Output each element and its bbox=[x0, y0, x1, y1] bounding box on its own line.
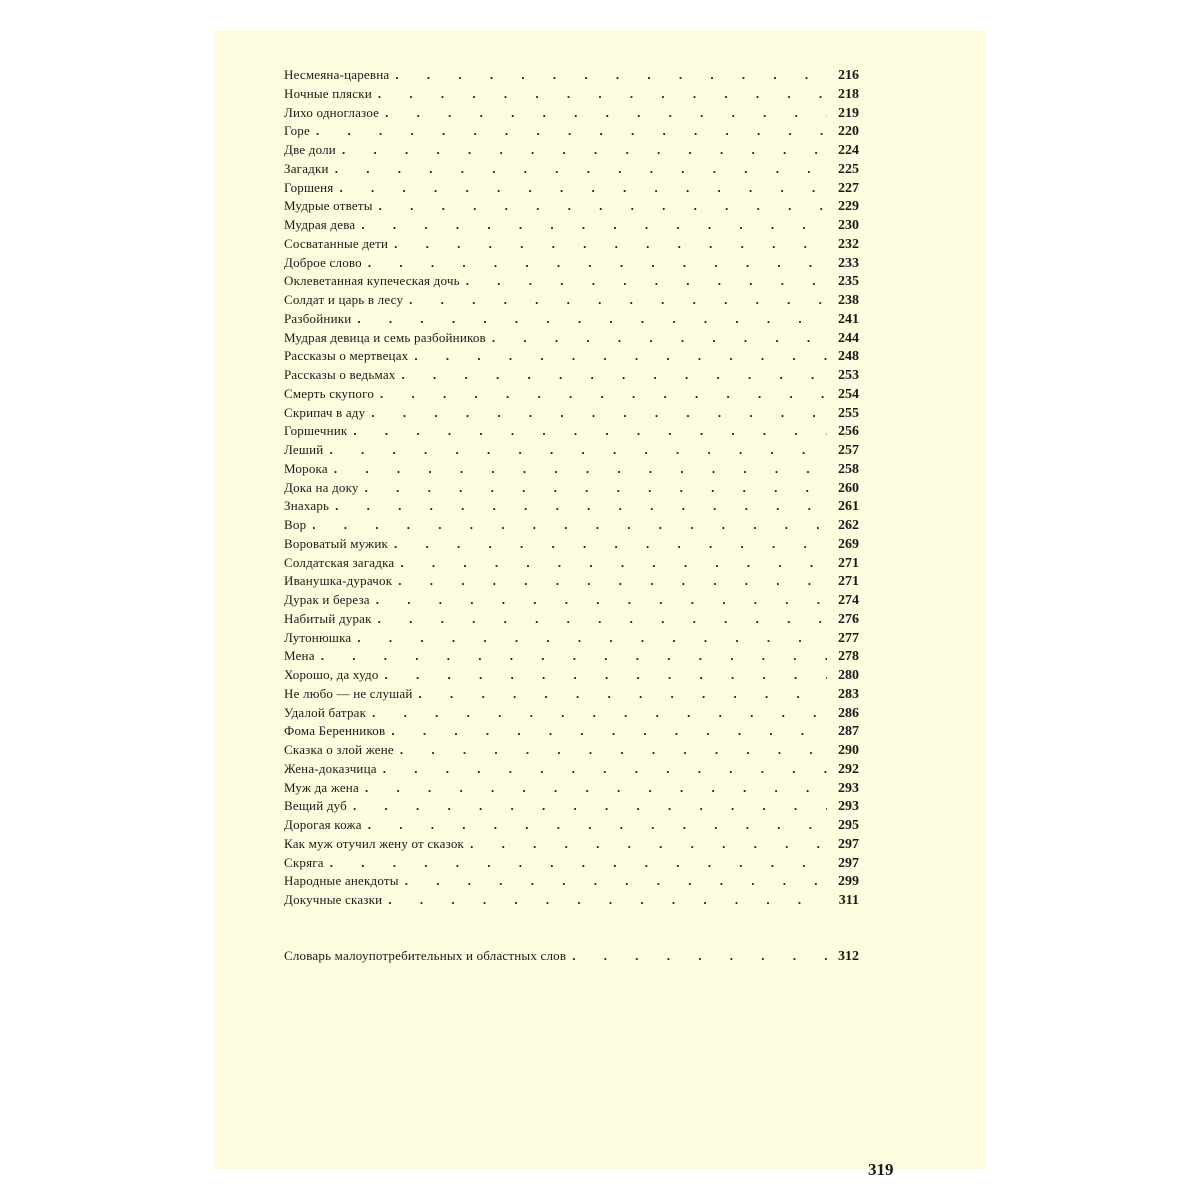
toc-entry-page: 254 bbox=[838, 386, 859, 402]
toc-entry-title: Две доли bbox=[284, 142, 336, 157]
toc-entry-title: Несмеяна-царевна bbox=[284, 67, 390, 82]
toc-entry-page: 297 bbox=[838, 855, 859, 871]
dot-leader bbox=[368, 816, 827, 835]
toc-entry bbox=[284, 704, 859, 723]
toc-entry-page: 261 bbox=[838, 499, 859, 515]
toc-entry-page: 241 bbox=[838, 311, 859, 327]
dot-leader bbox=[342, 141, 827, 160]
toc-entry-page: 271 bbox=[838, 574, 859, 590]
toc-entry-title: Сосватанные дети bbox=[284, 235, 389, 251]
toc-entry-title: Мудрая дева bbox=[284, 217, 356, 232]
toc-entry bbox=[284, 404, 859, 423]
toc-entry bbox=[284, 122, 859, 141]
dot-leader bbox=[330, 854, 827, 873]
toc-entry-title: Докучные сказки bbox=[284, 892, 383, 907]
toc-entry bbox=[284, 66, 859, 85]
toc-entry bbox=[284, 197, 859, 216]
toc-entry-title: Вещий дуб bbox=[284, 798, 347, 814]
toc-entry-title: Рассказы о ведьмах bbox=[284, 367, 396, 382]
toc-entry bbox=[284, 591, 859, 610]
dot-leader bbox=[385, 666, 827, 685]
dot-leader bbox=[409, 291, 827, 310]
toc-entry bbox=[284, 254, 859, 273]
dot-leader bbox=[402, 366, 827, 385]
toc-entry-title: Дорогая кожа bbox=[284, 817, 362, 832]
dot-leader bbox=[357, 629, 827, 648]
toc-entry bbox=[284, 216, 859, 235]
toc-entry bbox=[284, 366, 859, 385]
toc-entry-page: 260 bbox=[838, 480, 859, 496]
toc-entry-page: 274 bbox=[838, 593, 859, 608]
toc-entry-page: 238 bbox=[838, 293, 859, 308]
toc-entry bbox=[284, 310, 859, 329]
toc-entry-page: 280 bbox=[838, 668, 859, 683]
dot-leader bbox=[385, 104, 827, 123]
toc-entry-page: 225 bbox=[838, 161, 859, 177]
toc-entry-title: Словарь малоупотребительных и областных слов bbox=[284, 948, 567, 963]
toc-entry bbox=[284, 647, 859, 666]
toc-entry-title: Разбойники bbox=[284, 310, 352, 326]
toc-entry-title: Леший bbox=[284, 442, 324, 457]
toc-entry-page: 292 bbox=[838, 761, 859, 777]
dot-leader bbox=[357, 310, 827, 329]
page-number: 319 bbox=[868, 1160, 894, 1179]
dot-leader bbox=[394, 535, 827, 554]
toc-entry-page: 229 bbox=[838, 199, 859, 215]
toc-entry bbox=[284, 235, 859, 254]
toc-entry-page: 244 bbox=[838, 330, 859, 346]
toc-entry-title: Сказка о злой жене bbox=[284, 742, 394, 757]
toc-entry bbox=[284, 385, 859, 404]
toc-entry-page: 297 bbox=[838, 836, 859, 852]
toc-entry-title: Хорошо, да худо bbox=[284, 667, 379, 682]
toc-entry-title: Вор bbox=[284, 517, 307, 532]
toc-entry-title: Смерть скупого bbox=[284, 385, 375, 401]
toc-entry bbox=[284, 479, 859, 498]
toc-entry-page: 235 bbox=[838, 274, 859, 290]
toc-entry-title: Горшечник bbox=[284, 423, 348, 439]
toc-entry bbox=[284, 554, 859, 573]
toc-entry-title: Горе bbox=[284, 123, 310, 139]
toc-entry-title: Дока на доку bbox=[284, 479, 359, 495]
toc-entry-page: 293 bbox=[838, 780, 859, 796]
toc-entry-page: 283 bbox=[838, 686, 859, 702]
toc-entry-title: Не любо — не слушай bbox=[284, 685, 413, 701]
toc-entry-title: Дурак и береза bbox=[284, 592, 370, 607]
toc-entry-title: Солдатская загадка bbox=[284, 554, 395, 570]
toc-entry bbox=[284, 872, 859, 891]
dot-leader bbox=[372, 704, 827, 723]
toc-entry bbox=[284, 160, 859, 179]
toc-entry bbox=[284, 610, 859, 629]
dot-leader bbox=[335, 497, 827, 516]
toc-entry-title: Доброе слово bbox=[284, 254, 362, 270]
dot-leader bbox=[368, 254, 827, 273]
dot-leader bbox=[398, 572, 827, 591]
toc-entry bbox=[284, 141, 859, 160]
toc-entry-title: Народные анекдоты bbox=[284, 873, 399, 889]
dot-leader bbox=[395, 66, 827, 85]
toc-entry bbox=[284, 329, 859, 348]
toc-entry-title: Муж да жена bbox=[284, 779, 359, 795]
dot-leader bbox=[400, 554, 827, 573]
dot-leader bbox=[419, 685, 828, 704]
toc-entry-title: Солдат и царь в лесу bbox=[284, 292, 404, 307]
toc-entry-title: Оклеветанная купеческая дочь bbox=[284, 273, 460, 289]
toc-entry-page: 290 bbox=[838, 743, 859, 758]
toc-entry-title: Иванушка-дурачок bbox=[284, 573, 393, 589]
toc-entry bbox=[284, 629, 859, 648]
toc-entry bbox=[284, 460, 859, 479]
toc-entry-title: Мудрая девица и семь разбойников bbox=[284, 329, 486, 345]
toc-entry-page: 232 bbox=[838, 236, 859, 252]
dot-leader bbox=[365, 779, 827, 798]
toc-entry bbox=[284, 272, 859, 291]
toc-entry-page: 258 bbox=[838, 461, 859, 477]
toc-entry-title: Вороватый мужик bbox=[284, 535, 389, 551]
dot-leader bbox=[353, 797, 827, 816]
toc-entry bbox=[284, 572, 859, 591]
dot-leader bbox=[391, 722, 827, 741]
toc-entry-page: 224 bbox=[838, 143, 859, 158]
dot-leader bbox=[466, 272, 827, 291]
dot-leader bbox=[353, 422, 827, 441]
toc-entry bbox=[284, 685, 859, 704]
dot-leader bbox=[340, 179, 828, 198]
toc-entry-page: 220 bbox=[838, 124, 859, 140]
toc-entry-title: Ночные пляски bbox=[284, 85, 372, 101]
toc-entry bbox=[284, 291, 859, 310]
toc-entry-page: 295 bbox=[838, 818, 859, 833]
toc-entry-page: 286 bbox=[838, 705, 859, 721]
toc-entry-page: 287 bbox=[838, 724, 859, 740]
toc-entry-page: 248 bbox=[838, 349, 859, 365]
toc-entry-title: Загадки bbox=[284, 160, 329, 176]
dot-leader bbox=[316, 122, 827, 141]
toc-entry-title: Мена bbox=[284, 648, 315, 664]
dot-leader bbox=[329, 441, 827, 460]
dot-leader bbox=[572, 947, 827, 966]
dot-leader bbox=[361, 216, 827, 235]
toc-entry-title: Лутонюшка bbox=[284, 629, 352, 645]
toc-entry bbox=[284, 760, 859, 779]
toc-entry bbox=[284, 891, 859, 910]
toc-entry-page: 257 bbox=[838, 443, 859, 458]
toc-entry-title: Скрипач в аду bbox=[284, 404, 366, 420]
toc-entry-page: 253 bbox=[838, 368, 859, 383]
toc-entry-title: Знахарь bbox=[284, 498, 330, 514]
toc-entry-page: 271 bbox=[838, 555, 859, 571]
dot-leader bbox=[371, 404, 827, 423]
toc-entry bbox=[284, 741, 859, 760]
toc-entry-title: Удалой батрак bbox=[284, 704, 367, 720]
toc-entry-title: Мудрые ответы bbox=[284, 198, 373, 214]
toc-entry-title: Скряга bbox=[284, 854, 324, 870]
toc-entry-title: Набитый дурак bbox=[284, 610, 372, 626]
dot-leader bbox=[376, 591, 827, 610]
toc-entry bbox=[284, 722, 859, 741]
toc-entry bbox=[284, 179, 859, 198]
toc-entry bbox=[284, 441, 859, 460]
toc-entry-page: 278 bbox=[838, 649, 859, 665]
dot-leader bbox=[312, 516, 827, 535]
dot-leader bbox=[321, 647, 827, 666]
toc-entry bbox=[284, 422, 859, 441]
toc-entry-page: 277 bbox=[838, 630, 859, 646]
toc-entry-title: Как муж отучил жену от сказок bbox=[284, 835, 465, 851]
dot-leader bbox=[379, 197, 827, 216]
toc-entry-page: 255 bbox=[838, 405, 859, 421]
dot-leader bbox=[470, 835, 827, 854]
toc-entry bbox=[284, 535, 859, 554]
toc-entry bbox=[284, 85, 859, 104]
toc-entry-page: 311 bbox=[838, 893, 859, 908]
toc-entry-dictionary bbox=[284, 947, 859, 966]
toc-entry-page: 218 bbox=[838, 86, 859, 102]
toc-entry-page: 293 bbox=[838, 799, 859, 815]
toc-entry-title: Лихо одноглазое bbox=[284, 104, 380, 120]
toc-entry bbox=[284, 516, 859, 535]
toc-entry-page: 219 bbox=[838, 105, 859, 121]
dot-leader bbox=[405, 872, 827, 891]
toc-entry-title: Рассказы о мертвецах bbox=[284, 348, 409, 364]
dot-leader bbox=[383, 760, 827, 779]
toc-entry-page: 276 bbox=[838, 611, 859, 627]
toc-entry-page: 269 bbox=[838, 536, 859, 552]
toc-entry-page: 233 bbox=[838, 255, 859, 271]
toc-entry bbox=[284, 854, 859, 873]
toc-entry-title: Фома Беренников bbox=[284, 723, 386, 739]
toc-entry bbox=[284, 497, 859, 516]
toc-entry-title: Жена-доказчица bbox=[284, 760, 377, 776]
toc-entry-title: Горшеня bbox=[284, 179, 334, 195]
toc-entry bbox=[284, 104, 859, 123]
dot-leader bbox=[388, 891, 827, 910]
dot-leader bbox=[378, 610, 827, 629]
toc-entry bbox=[284, 347, 859, 366]
dot-leader bbox=[400, 741, 827, 760]
dot-leader bbox=[414, 347, 827, 366]
dot-leader bbox=[365, 479, 827, 498]
dot-leader bbox=[394, 235, 827, 254]
toc-entry-page: 230 bbox=[838, 218, 859, 233]
toc-entry bbox=[284, 666, 859, 685]
dot-leader bbox=[380, 385, 827, 404]
toc-entry bbox=[284, 835, 859, 854]
toc-entry bbox=[284, 779, 859, 798]
dot-leader bbox=[492, 329, 827, 348]
toc-entry bbox=[284, 816, 859, 835]
toc-entry bbox=[284, 797, 859, 816]
dot-leader bbox=[378, 85, 827, 104]
toc-entry-title: Морока bbox=[284, 460, 328, 476]
toc-entry-page: 312 bbox=[838, 949, 859, 964]
table-of-contents bbox=[284, 66, 859, 910]
toc-entry-page: 227 bbox=[838, 180, 859, 196]
toc-entry-page: 299 bbox=[838, 874, 859, 890]
dot-leader bbox=[335, 160, 827, 179]
toc-entry-page: 216 bbox=[838, 68, 859, 83]
dot-leader bbox=[334, 460, 827, 479]
toc-entry-page: 262 bbox=[838, 518, 859, 533]
toc-entry-page: 256 bbox=[838, 424, 859, 440]
